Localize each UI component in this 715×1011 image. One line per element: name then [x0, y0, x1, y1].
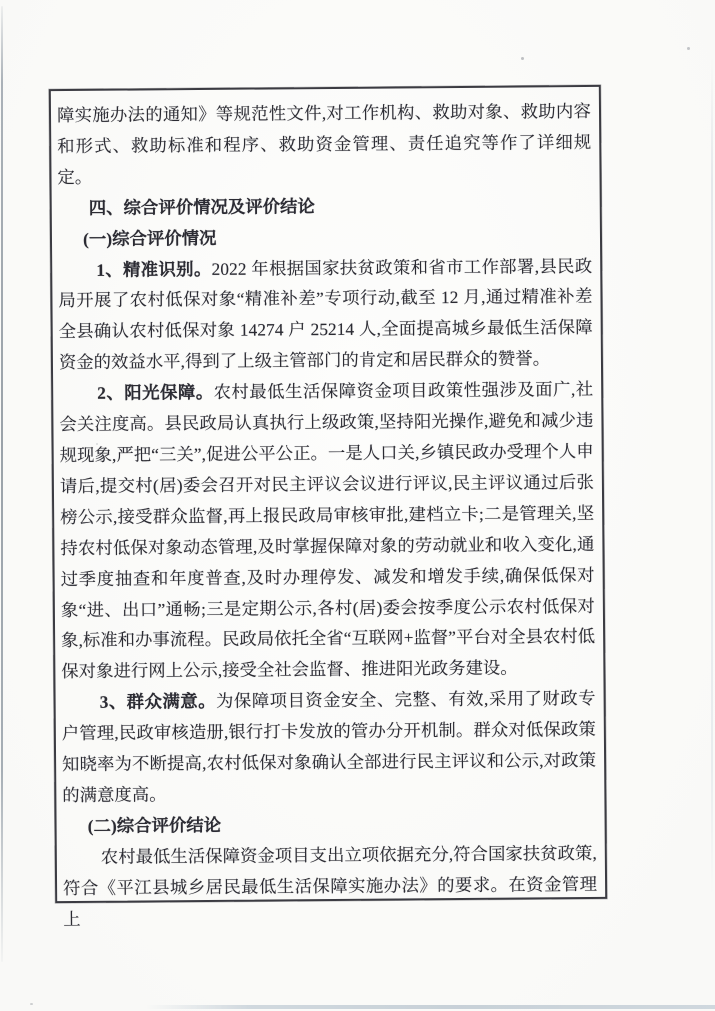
scan-artifact-left-edge [1, 6, 3, 962]
paragraph: 3、群众满意。为保障项目资金安全、完整、有效,采用了财政专户管理,民政审核造册,银行打卡发放的管办分开机制。群众对低保政策知晓率为不断提高,农村低保对象确认全部进行民主评议和公示,对政策的满意度高。 [61, 689, 597, 806]
paragraph: 1、精准识别。2022 年根据国家扶贫政策和省市工作部署,县民政局开展了农村低保对象“精准补差”专项行动,截至 12 月,通过精准补差全县确认农村低保对象 14274 户 25214 人,全面提高城乡最低生活保障资金的效益水平,得到了上级主管部门的肯定和居民群众的赞誉。 [58, 256, 593, 373]
paragraph-lead: 3、群众满意。 [99, 692, 217, 713]
section-heading: (二)综合评价结论 [87, 815, 222, 836]
paragraph: 障实施办法的通知》等规范性文件,对工作机构、救助对象、救助内容和形式、救助标准和程序、救助资金管理、责任追究等作了详细规定。 [56, 101, 592, 187]
paragraph: 农村最低生活保障资金项目支出立项依据充分,符合国家扶贫政策,符合《平江县城乡居民最低生活保障实施办法》的要求。在资金管理上 [63, 843, 598, 929]
scan-speck [687, 47, 690, 50]
scan-speck [30, 1003, 33, 1005]
scan-artifact-right-edge [711, 55, 713, 895]
table-cell-border [49, 85, 607, 929]
scan-artifact-bottom-edge [145, 1005, 715, 1009]
section-heading: (一)综合评价情况 [82, 228, 217, 249]
paragraph-lead: 1、精准识别。 [96, 259, 212, 280]
paragraph: 2、阳光保障。农村最低生活保障资金项目政策性强涉及面广,社会关注度高。县民政局认真执行上级政策,坚持阳光操作,避免和减少违规现象,严把“三关”,促进公平公正。一是人口关,乡镇民政办受理个人申请后,提交村(居)委会召开对民主评议会议进行评议,民主评议通过后张榜公示,接受群众监督,再上报民政局审核审批,建档立卡;二是管理关,坚持农村低保对象动态管理,及时掌握保障对象的劳动就业和收入变化,通过季度抽查和年度普查,及时办理停发、减发和增发手续,确保低保对象“进、出口”通畅;三是定期公示,各村(居)委会按季度公示农村低保对象,标准和办事流程。民政局依托全省“互联网+监督”平台对全县农村低保对象进行网上公示,接受全社会监督、推进阳光政务建设。 [59, 380, 596, 682]
scan-speck [521, 57, 524, 60]
section-heading: 四、综合评价情况及评价结论 [88, 196, 315, 218]
document-text [57, 97, 598, 936]
paragraph-lead: 2、阳光保障。 [97, 383, 214, 403]
